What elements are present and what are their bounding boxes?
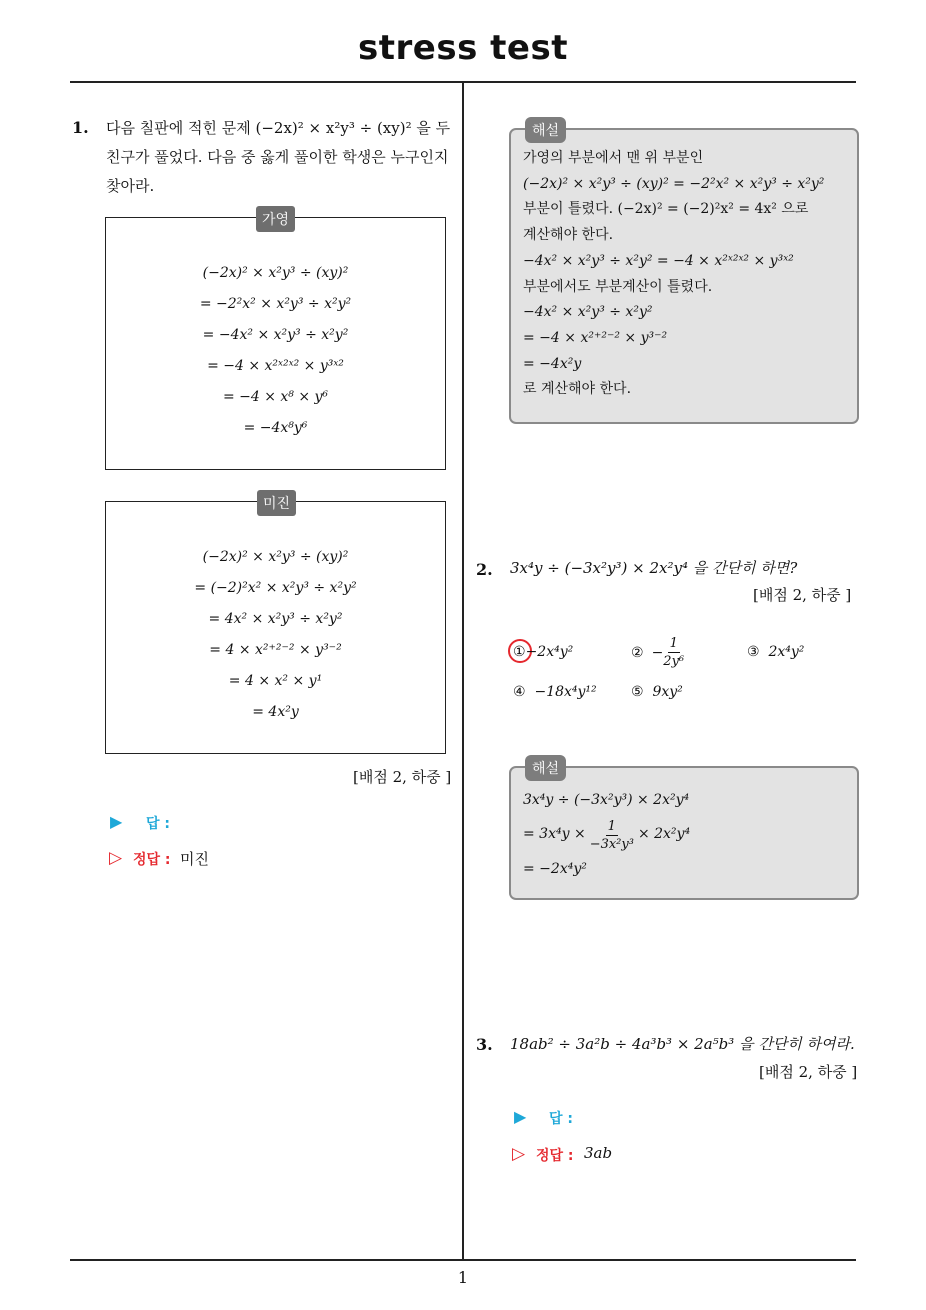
explanation-line	[523, 818, 851, 853]
equation-line: (−2x)² × x²y³ ÷ (xy)²	[202, 265, 349, 281]
explanation-line: 가영의 부분에서 맨 위 부분인	[523, 150, 704, 166]
correct-answer-label: 정답 :	[536, 1148, 574, 1164]
equation-line: = −4 × x⁸ × y⁶	[222, 389, 329, 405]
score-label: [배점 2, 하중 ]	[759, 1063, 858, 1081]
choice-sign: −	[651, 644, 664, 661]
equation-line: = 4 × x² × y¹	[228, 673, 323, 689]
correct-arrow-icon: ▷	[512, 1144, 526, 1164]
choice-number: ③	[747, 644, 760, 660]
equation-line: = 4x² × x²y³ ÷ x²y²	[208, 611, 343, 627]
equation-line: = −2²x² × x²y³ ÷ x²y²	[199, 296, 352, 312]
question-number: 3.	[476, 1035, 493, 1054]
score-label: [배점 2, 하중 ]	[353, 768, 452, 786]
question-number: 1.	[72, 118, 89, 137]
fraction-denominator: −3x²y³	[589, 836, 634, 852]
question-text: 18ab² ÷ 3a²b ÷ 4a³b³ × 2a⁵b³ 을 간단히 하여라.	[510, 1035, 855, 1053]
solution-box-gayoung	[105, 217, 446, 470]
explanation-box-q1	[509, 128, 859, 424]
footer-rule	[70, 1259, 856, 1261]
explanation-line: 3x⁴y ÷ (−3x²y³) × 2x²y⁴	[523, 792, 690, 808]
choice-expression: −18x⁴y¹²	[534, 684, 597, 700]
box-label-mijin: 미진	[257, 490, 296, 516]
answer-label: 답 :	[549, 1111, 573, 1127]
explanation-line: 부분에서도 부분계산이 틀렸다.	[523, 278, 713, 295]
explanation-line: 계산해야 한다.	[523, 227, 614, 244]
box-label-gayoung: 가영	[256, 206, 295, 232]
correct-answer-value: 3ab	[584, 1144, 613, 1162]
solution-box-mijin	[105, 501, 446, 754]
choice-5[interactable]	[631, 684, 683, 700]
explanation-line: = −2x⁴y²	[523, 860, 587, 877]
equation-line: = −4x² × x²y³ ÷ x²y²	[202, 327, 349, 343]
explanation-line: (−2x)² × x²y³ ÷ (xy)² = −2²x² × x²y³ ÷ x²y²	[523, 175, 825, 192]
page-title: stress test	[358, 28, 568, 68]
explanation-line: = −4x²y	[523, 355, 582, 372]
question-text: 3x⁴y ÷ (−3x²y³) × 2x²y⁴ 을 간단히 하면?	[510, 559, 798, 577]
choice-number: ④	[513, 684, 526, 700]
expression-part: × 2x²y⁴	[637, 826, 691, 843]
answer-arrow-icon: ▶	[110, 812, 123, 831]
correct-answer-value: 미진	[180, 850, 209, 868]
column-divider	[462, 82, 464, 1260]
choice-number: ②	[631, 644, 644, 661]
explanation-line: 로 계산해야 한다.	[523, 381, 632, 398]
equation-line: = −4 × x²ˣ²ˣ² × y³ˣ²	[207, 358, 344, 374]
question-text-line: 다음 칠판에 적힌 문제 (−2x)² × x²y³ ÷ (xy)² 을 두	[106, 119, 451, 137]
correct-arrow-icon: ▷	[109, 848, 123, 868]
explanation-label: 해설	[525, 755, 566, 781]
choice-4[interactable]	[513, 684, 597, 700]
question-number: 2.	[476, 560, 493, 579]
choice-number: ①	[513, 644, 526, 660]
equation-line: (−2x)² × x²y³ ÷ (xy)²	[202, 549, 349, 565]
fraction-numerator: 1	[607, 818, 616, 834]
answer-arrow-icon: ▶	[514, 1107, 527, 1126]
expression-part: = 3x⁴y ×	[523, 826, 586, 843]
question-text-line: 친구가 풀었다. 다음 중 옳게 풀이한 학생은 누구인지	[106, 148, 449, 166]
question-text	[106, 114, 458, 201]
answer-label: 답 :	[146, 816, 170, 832]
equation-line: = −4x⁸y⁶	[243, 420, 308, 436]
equation-line: = 4 × x²⁺²⁻² × y³⁻²	[209, 642, 342, 658]
score-label: [배점 2, 하중 ]	[753, 586, 852, 604]
question-text-line: 찾아라.	[106, 177, 155, 195]
explanation-line: −4x² × x²y³ ÷ x²y²	[523, 304, 653, 321]
explanation-line: −4x² × x²y³ ÷ x²y² = −4 × x²ˣ²ˣ² × y³ˣ²	[523, 252, 794, 269]
choice-3[interactable]	[747, 644, 804, 660]
choice-1[interactable]	[513, 644, 573, 660]
explanation-fraction	[590, 818, 634, 853]
choice-2[interactable]	[631, 635, 684, 670]
page-number: 1	[457, 1268, 469, 1287]
explanation-line: 부분이 틀렸다. (−2x)² = (−2)²x² = 4x² 으로	[523, 201, 809, 218]
equation-line: = (−2)²x² × x²y³ ÷ x²y²	[194, 580, 357, 596]
fraction-numerator: 1	[669, 636, 678, 651]
explanation-label: 해설	[525, 117, 566, 143]
fraction-denominator: 2y⁶	[663, 654, 685, 669]
equation-line: = 4x²y	[252, 704, 299, 720]
explanation-line: = −4 × x²⁺²⁻² × y³⁻²	[523, 329, 668, 346]
correct-answer-label: 정답 :	[133, 852, 171, 868]
choice-expression: 9xy²	[652, 684, 683, 700]
choice-number: ⑤	[631, 684, 644, 700]
choice-expression: −2x⁴y²	[525, 644, 574, 660]
choice-fraction	[663, 635, 684, 670]
explanation-box-q2	[509, 766, 859, 900]
choice-expression: 2x⁴y²	[768, 644, 805, 660]
